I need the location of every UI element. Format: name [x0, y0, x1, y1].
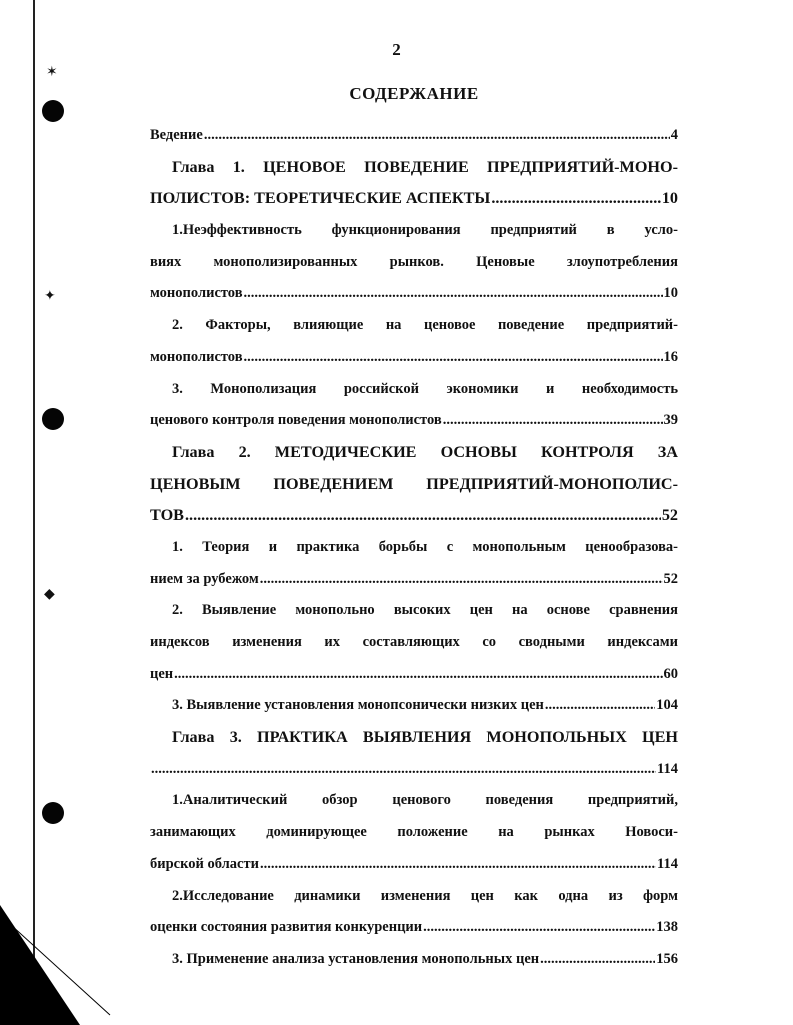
toc-section-1-3-end: ценового контроля поведения монополистов ..... 39 — [150, 405, 678, 437]
toc-chapter-1-title-end: ПОЛИСТОВ: ТЕОРЕТИЧЕСКИЕ АСПЕКТЫ ..... 10 — [150, 183, 678, 215]
toc-section-3-3: 3. Применение анализа установления монопольных цен ..... 156 — [150, 944, 678, 976]
scan-margin-line — [33, 0, 35, 1025]
toc-section-2-2-end: цен ..... 60 — [150, 659, 678, 691]
toc-section-3-1-end: бирской области ..... 114 — [150, 849, 678, 881]
toc-title: СОДЕРЖАНИЕ — [349, 84, 479, 103]
toc-chapter-3-title-end: ..... 114 — [150, 754, 678, 786]
scan-speck-icon: ✦ — [44, 289, 56, 304]
toc-section-1-3: 3. Монополизация российской экономики и необходимость — [172, 380, 678, 397]
punch-hole-icon — [42, 802, 64, 824]
toc-chapter-2-title-cont: ЦЕНОВЫМ ПОВЕДЕНИЕМ ПРЕДПРИЯТИЙ-МОНОПОЛИС- — [150, 474, 678, 493]
toc-section-3-2: 2.Исследование динамики изменения цен как одна из форм — [172, 887, 678, 904]
toc-section-1-1-cont: виях монополизированных рынков. Ценовые злоупотребления — [150, 253, 678, 270]
toc-section-2-2-cont: индексов изменения их составляющих со сводными индексами — [150, 634, 678, 650]
toc-chapter-3-title: Глава 3. ПРАКТИКА ВЫЯВЛЕНИЯ МОНОПОЛЬНЫХ ЦЕН — [172, 728, 678, 747]
toc-section-2-3: 3. Выявление установления монопсонически низких цен ..... 104 — [150, 690, 678, 722]
toc-section-1-1-end: монополистов ..... 10 — [150, 278, 678, 310]
toc-section-3-1: 1.Аналитический обзор ценового поведения предприятий, — [172, 792, 678, 809]
toc-section-1-2: 2. Факторы, влияющие на ценовое поведение предприятий- — [172, 317, 678, 334]
toc-section-2-2: 2. Выявление монопольно высоких цен на основе сравнения — [172, 602, 678, 619]
toc-section-1-1: 1.Неэффективность функционирования предприятий в усло- — [172, 222, 678, 239]
scan-speck-icon: ✶ — [46, 65, 58, 80]
toc-chapter-1-title: Глава 1. ЦЕНОВОЕ ПОВЕДЕНИЕ ПРЕДПРИЯТИЙ-МОНО- — [172, 157, 678, 176]
toc-entry-intro: Ведение ..... 4 — [150, 120, 678, 152]
page-number: 2 — [392, 40, 401, 59]
toc-chapter-2-title: Глава 2. МЕТОДИЧЕСКИЕ ОСНОВЫ КОНТРОЛЯ ЗА — [172, 442, 678, 461]
punch-hole-icon — [42, 408, 64, 430]
toc-section-2-1-end: нием за рубежом ..... 52 — [150, 564, 678, 596]
scan-corner-shadow-icon — [0, 905, 120, 1025]
toc-section-3-1-cont: занимающих доминирующее положение на рынках Новоси- — [150, 824, 678, 841]
toc-section-1-2-end: монополистов ..... 16 — [150, 342, 678, 374]
punch-hole-icon — [42, 100, 64, 122]
scan-speck-icon: ◆ — [44, 587, 55, 602]
toc-section-2-1: 1. Теория и практика борьбы с монопольным ценообразова- — [172, 538, 678, 555]
toc-section-3-2-end: оценки состояния развития конкуренции ..... 138 — [150, 912, 678, 944]
toc-chapter-2-title-end: ТОВ ..... 52 — [150, 500, 678, 532]
table-of-contents — [150, 120, 678, 976]
